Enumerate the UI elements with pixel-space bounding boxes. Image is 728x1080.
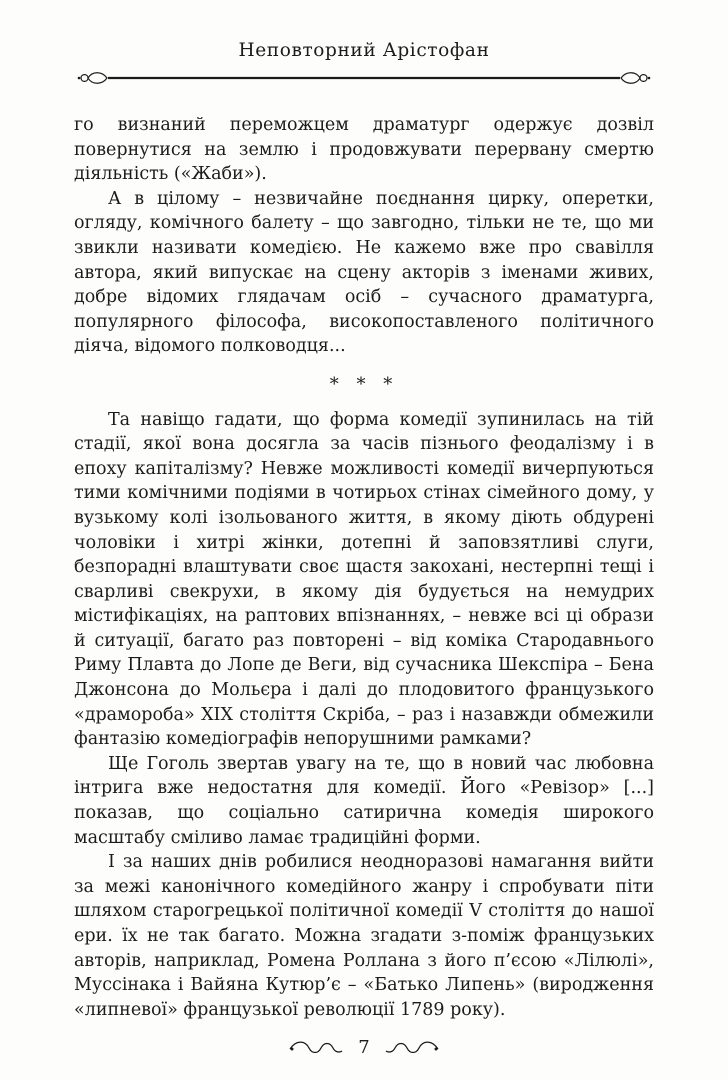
section-separator: * * * [329,373,399,395]
vine-scroll-right-icon [384,1041,440,1055]
paragraph: А в цілому – незвичайне поєднання цирку, оперетки, огляду, комічного балету – що завгодно, тільки не те, що ми звикли називати комедією. Не кажемо вже про свавілля автора, який випускає на сцену акторів з іменами живих, добре відомих глядачам осіб – сучасного драматурга, популярного філософа, високопоставленого політичного діяча, відомого полководця... [74,188,654,357]
page-number: 7 [358,1037,370,1058]
vine-scroll-left-icon [288,1041,344,1055]
running-header-title: Неповторний Арістофан [238,40,490,61]
page-body [74,113,654,1022]
flourish-rule-icon [74,69,654,87]
paragraph: Ще Гоголь звертав увагу на те, що в новий час любовна інтрига вже недостатня для комедії. Його «Ревізор» [...] показав, що соціально сатирична комедія широкого масштабу сміливо ламає традиційні форми. [74,753,654,848]
page-footer [0,1037,728,1058]
paragraph: І за наших днів робилися неодноразові намагання вийти за межі канонічного комедійного жанру і спробувати піти шляхом старогрецької політичної комедії V століття до нашої ери. їх не так багато. Можна згадати з-поміж французьких авторів, наприклад, Ромена Роллана з його п’єсою «Лілюлі», Муссінака і Вайяна Кутюр’є – «Батько Липень» (виродження «липневої» французької революції 1789 року). [74,852,654,1020]
paragraph-continuation: го визнаний переможцем драматург одержує дозвіл повернутися на землю і продовжувати перервану смертю діяльність («Жаби»). [74,115,654,185]
paragraph: Та навіщо гадати, що форма комедії зупинилась на тій стадії, якої вона досягла за часів пізнього феодалізму і в епоху капіталізму? Невже можливості комедії вичерпуються тими комічними подіями в чотирьох стінах сімейного дому, у вузькому колі ізольованого життя, в якому діють обдурені чоловіки і хитрі жінки, дотепні й заповзятливі слуги, безпорадні влаштувати своє щастя закохані, нестерпні тещі і сварливі свекрухи, в якому дія будується на немудрих містифікаціях, на раптових впізнаннях, – невже всі ці образи й ситуації, багато раз повторені – від коміка Стародавнього Риму Плавта до Лопе де Веги, від сучасника Шекспіра – Бена Джонсона до Мольєра і далі до плодовитого французького «драмороба» XIX століття Скріба, – раз і назавжди обмежили фантазію комедіографів непорушними рамками? [74,409,654,750]
